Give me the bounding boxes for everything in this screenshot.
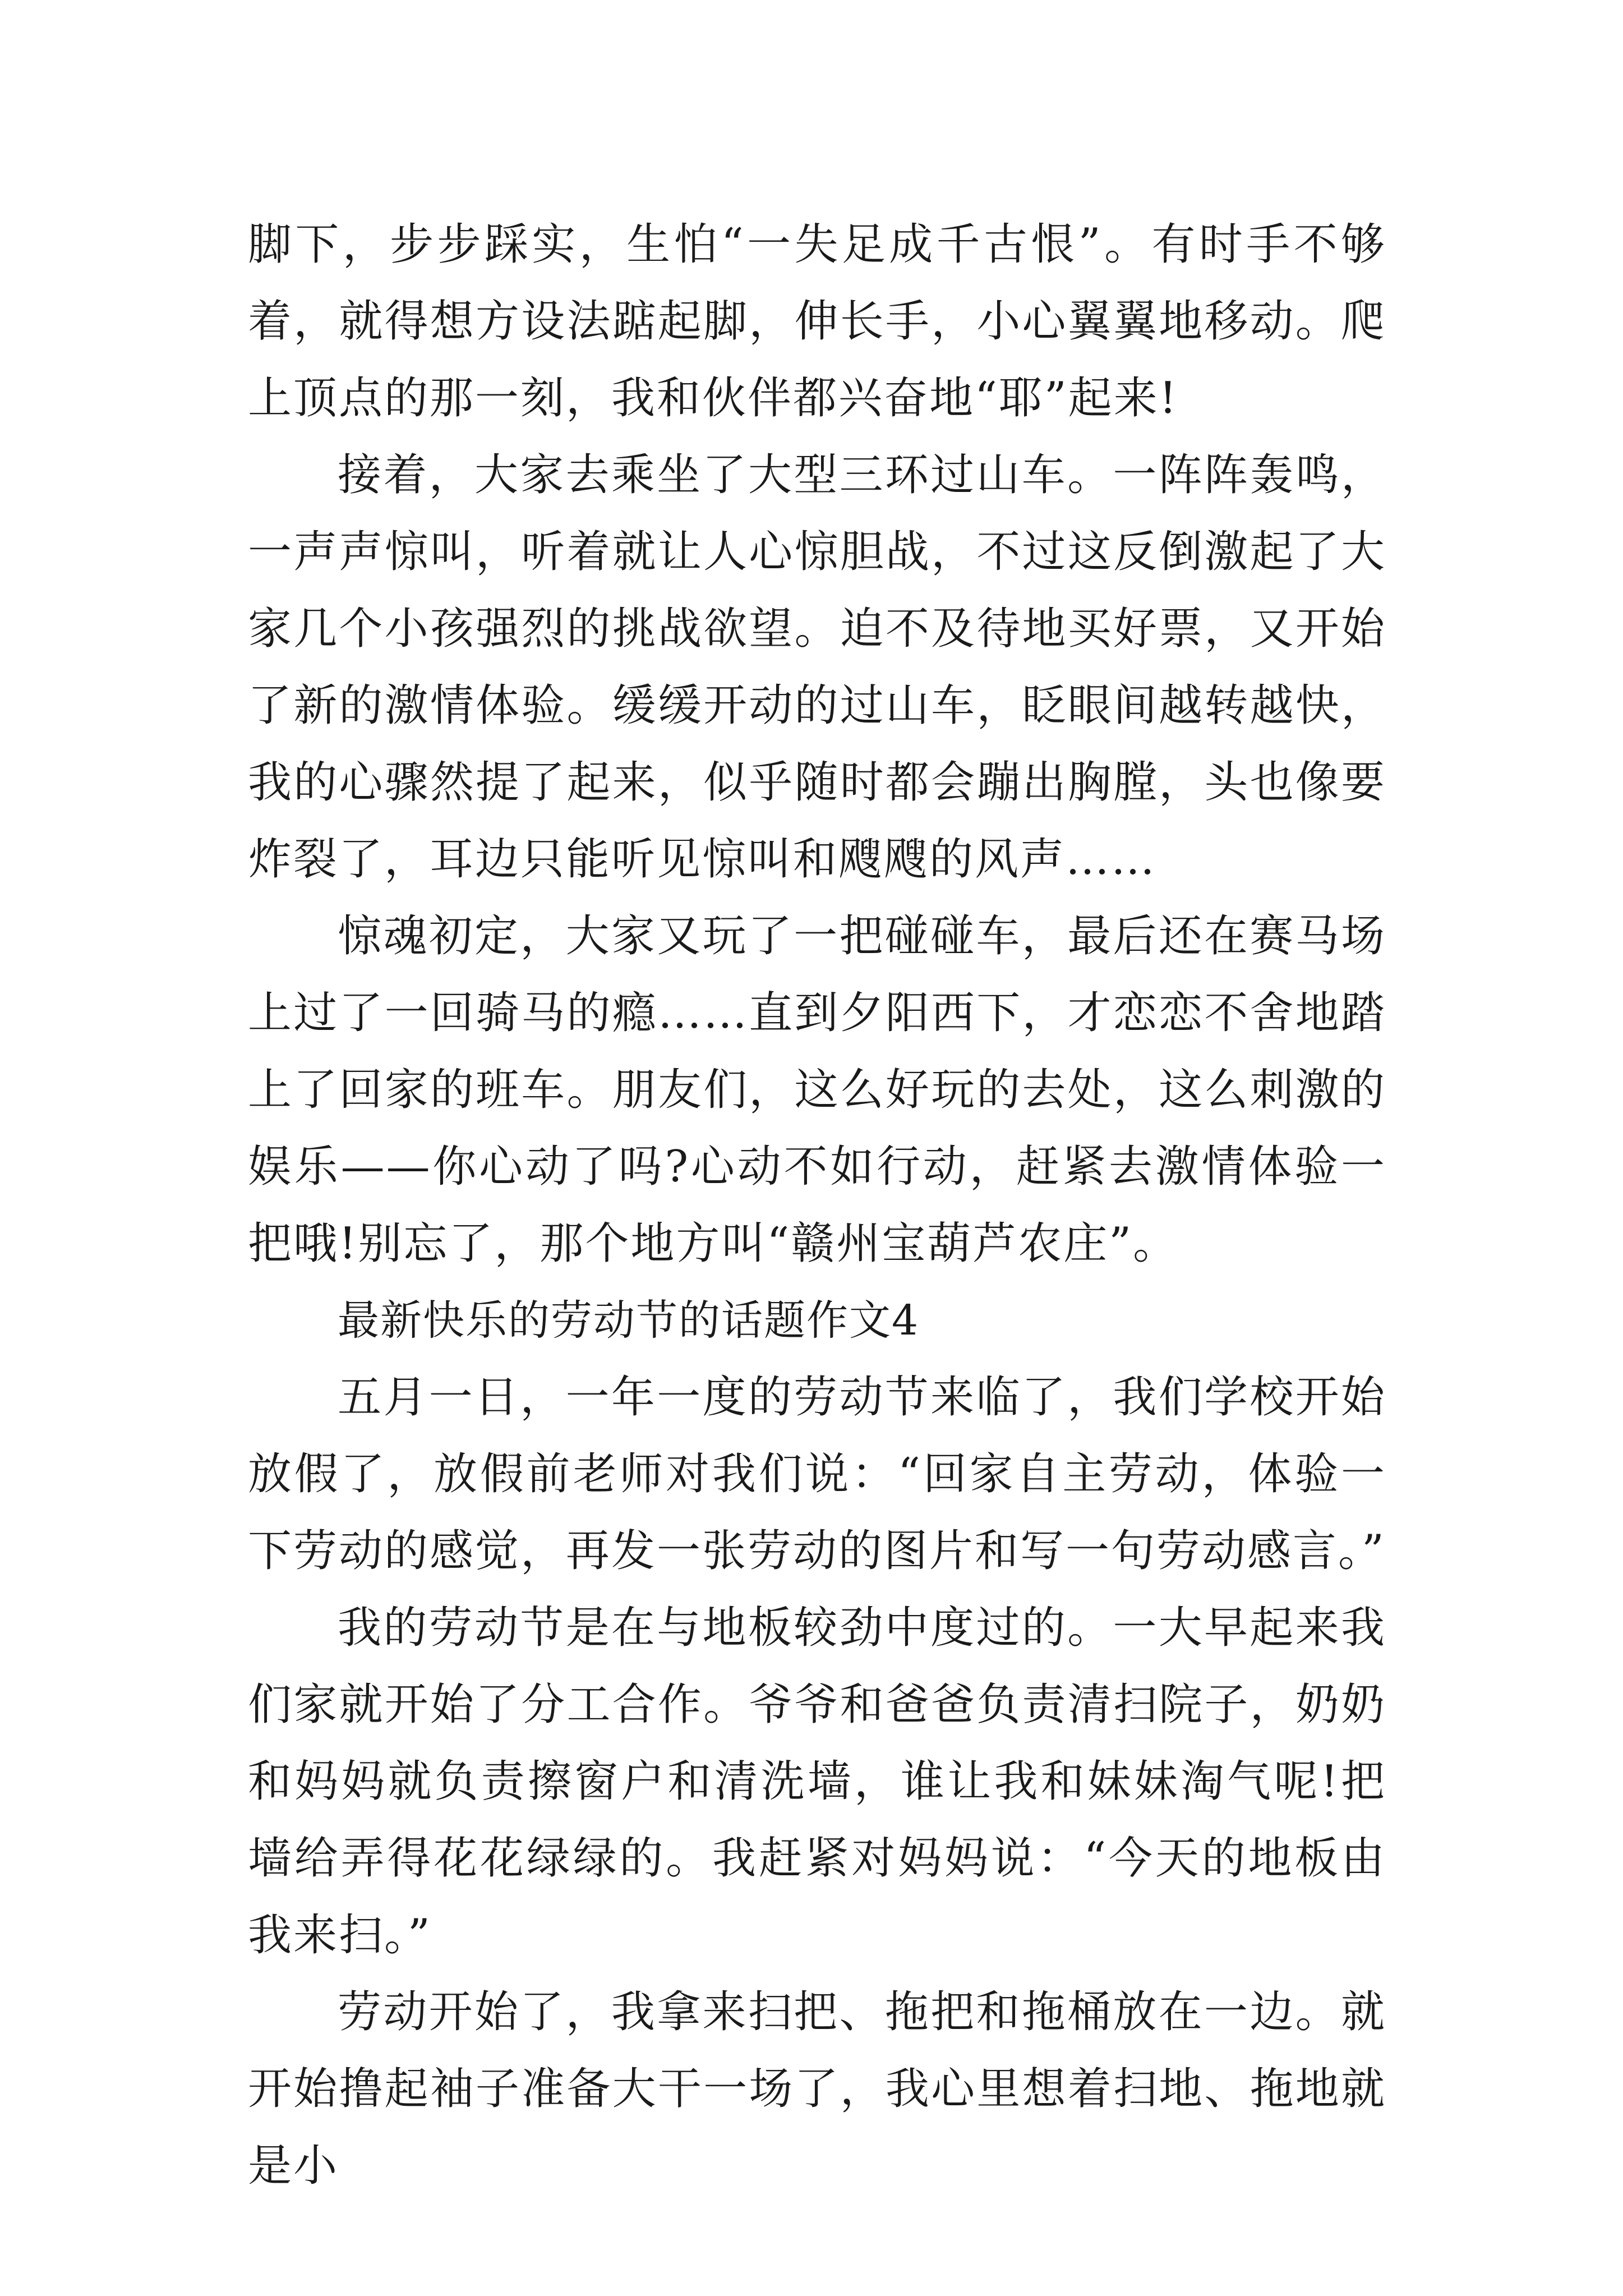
paragraph-4: 五月一日，一年一度的劳动节来临了，我们学校开始放假了，放假前老师对我们说：“回家自主劳动，体验一下劳动的感觉，再发一张劳动的图片和写一句劳动感言。” xyxy=(248,1372,1386,1576)
paragraph-5: 我的劳动节是在与地板较劲中度过的。一大早起来我们家就开始了分工合作。爷爷和爸爸负责清扫院子，奶奶和妈妈就负责擦窗户和清洗墙，谁让我和妹妹淘气呢!把墙给弄得花花绿绿的。我赶紧对妈妈说：“今天的地板由我来扫。” xyxy=(248,1603,1386,1961)
document-body xyxy=(248,206,1386,2205)
paragraph-2: 接着，大家去乘坐了大型三环过山车。一阵阵轰鸣，一声声惊叫，听着就让人心惊胆战，不过这反倒激起了大家几个小孩强烈的挑战欲望。迫不及待地买好票，又开始了新的激情体验。缓缓开动的过山车，眨眼间越转越快，我的心骤然提了起来，似乎随时都会蹦出胸膛，头也像要炸裂了，耳边只能听见惊叫和飕飕的风声…… xyxy=(248,450,1386,885)
paragraph-6: 劳动开始了，我拿来扫把、拖把和拖桶放在一边。就开始撸起袖子准备大干一场了，我心里想着扫地、拖地就是小 xyxy=(248,1987,1386,2191)
paragraph-3: 惊魂初定，大家又玩了一把碰碰车，最后还在赛马场上过了一回骑马的瘾……直到夕阳西下，才恋恋不舍地踏上了回家的班车。朋友们，这么好玩的去处，这么刺激的娱乐——你心动了吗?心动不如行动，赶紧去激情体验一把哦!别忘了，那个地方叫“赣州宝葫芦农庄”。 xyxy=(248,911,1386,1269)
paragraph-1: 脚下，步步踩实，生怕“一失足成千古恨”。有时手不够着，就得想方设法踮起脚，伸长手，小心翼翼地移动。爬上顶点的那一刻，我和伙伴都兴奋地“耶”起来! xyxy=(248,219,1386,424)
section-heading: 最新快乐的劳动节的话题作文4 xyxy=(338,1296,920,1345)
